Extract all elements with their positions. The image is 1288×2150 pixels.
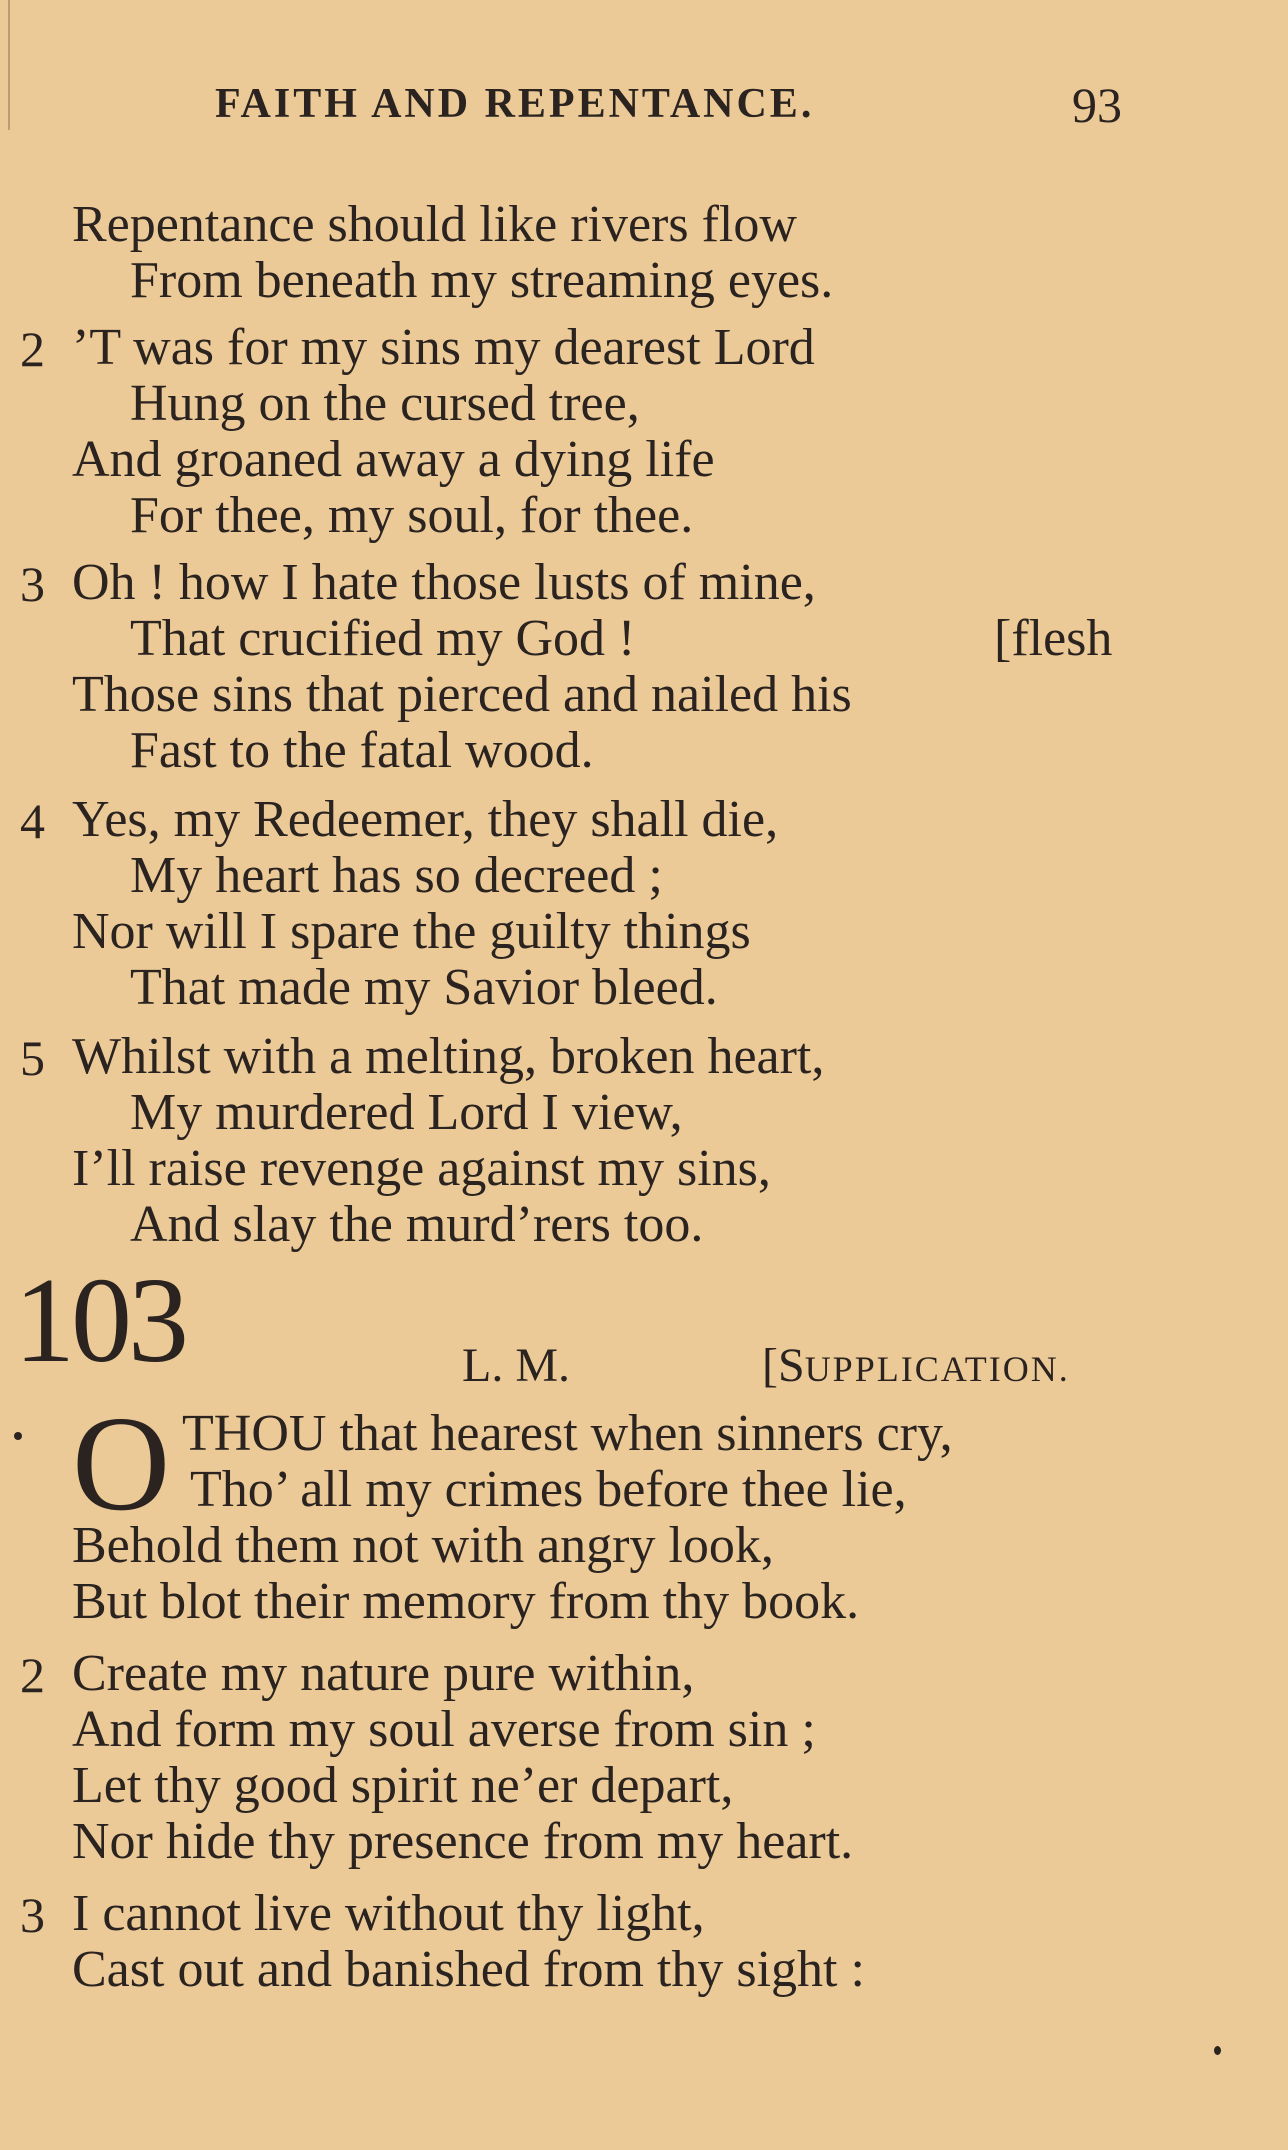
verse-line: Hung on the cursed tree,	[130, 375, 640, 432]
hymn-meter: L. M.	[462, 1339, 570, 1392]
verse-line: Nor hide thy presence from my heart.	[72, 1813, 854, 1870]
verse-line: Create my nature pure within,	[72, 1645, 695, 1702]
running-head: FAITH AND REPENTANCE.	[215, 81, 815, 127]
verse-line: I’ll raise revenge against my sins,	[72, 1140, 771, 1197]
hymn-number: 103	[14, 1253, 185, 1388]
topic-bracket: [	[762, 1339, 778, 1392]
verse-line: Cast out and banished from thy sight :	[72, 1941, 865, 1998]
verse-line: That crucified my God !	[130, 610, 636, 667]
verse-line: And slay the murd’rers too.	[130, 1196, 704, 1253]
verse-number: 5	[20, 1030, 45, 1086]
carry-over-word: [flesh	[994, 610, 1113, 667]
verse-line: Tho’ all my crimes before thee lie,	[190, 1461, 907, 1518]
drop-cap: O	[72, 1389, 171, 1539]
verse-line: I cannot live without thy light,	[72, 1885, 705, 1942]
verse-line: From beneath my streaming eyes.	[130, 252, 834, 309]
verse-line: Whilst with a melting, broken heart,	[72, 1028, 825, 1085]
hymn-topic	[762, 1338, 1070, 1393]
verse-line: That made my Savior bleed.	[130, 959, 718, 1016]
verse-line: My murdered Lord I view,	[130, 1084, 683, 1141]
verse-line: And form my soul averse from sin ;	[72, 1701, 816, 1758]
verse-number: 4	[20, 793, 45, 849]
verse-line: Fast to the fatal wood.	[130, 722, 594, 779]
ink-speck	[1214, 2046, 1221, 2055]
verse-line: But blot their memory from thy book.	[72, 1573, 860, 1630]
page-number: 93	[1072, 77, 1122, 133]
verse-number: 3	[20, 1887, 45, 1943]
verse-number: 3	[20, 556, 45, 612]
verse-line: Nor will I spare the guilty things	[72, 903, 751, 960]
topic-initial: S	[777, 1339, 805, 1392]
page-edge-line	[8, 0, 10, 130]
verse-line: Oh ! how I hate those lusts of mine,	[72, 554, 816, 611]
verse-line: My heart has so decreed ;	[130, 847, 663, 904]
verse-line: Let thy good spirit ne’er depart,	[72, 1757, 734, 1814]
verse-number: 2	[20, 321, 45, 377]
verse-line: For thee, my soul, for thee.	[130, 487, 694, 544]
verse-line: Those sins that pierced and nailed his	[72, 666, 852, 723]
verse-line: Behold them not with angry look,	[72, 1517, 774, 1574]
verse-line: THOU that hearest when sinners cry,	[182, 1405, 953, 1462]
verse-number: 2	[20, 1647, 45, 1703]
margin-mark	[14, 1432, 22, 1440]
topic-rest: UPPLICATION.	[804, 1349, 1070, 1389]
verse-line: ’T was for my sins my dearest Lord	[72, 319, 815, 376]
verse-line: Repentance should like rivers flow	[72, 196, 797, 253]
verse-line: Yes, my Redeemer, they shall die,	[72, 791, 779, 848]
verse-line: And groaned away a dying life	[72, 431, 715, 488]
